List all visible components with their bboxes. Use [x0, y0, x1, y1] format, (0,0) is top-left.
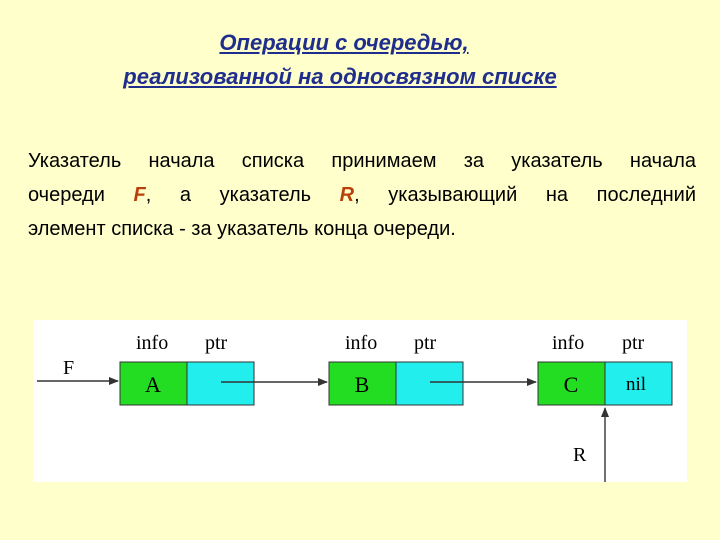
ptr-header: ptr [622, 332, 645, 354]
info-header: info [552, 332, 585, 354]
info-header: info [345, 332, 378, 354]
description-paragraph [28, 144, 696, 246]
ptr-cell [396, 362, 463, 405]
ptr-header: ptr [414, 332, 437, 354]
variable-r: R [339, 184, 355, 206]
linked-list-diagram [33, 320, 687, 482]
paragraph-line-1: Указатель начала списка принимаем за указатель начала [28, 150, 696, 172]
paragraph-line-3: элемент списка - за указатель конца очереди. [28, 218, 456, 240]
slide-title-line2: реализованной на односвязном списке [123, 64, 557, 89]
info-header: info [136, 332, 169, 354]
node-value: B [354, 372, 370, 397]
paragraph-text: очереди [28, 184, 134, 206]
paragraph-text: , указывающий на последний [354, 184, 697, 206]
list-node-b [329, 332, 463, 405]
pointer-f-label: F [63, 357, 75, 379]
pointer-r-label: R [573, 444, 587, 466]
list-node-c [538, 332, 672, 405]
node-value: C [563, 372, 579, 397]
nil-value: nil [626, 374, 647, 395]
linked-list-svg [33, 320, 687, 482]
ptr-header: ptr [205, 332, 228, 354]
node-value: A [145, 372, 161, 397]
ptr-cell [187, 362, 254, 405]
variable-f: F [133, 184, 146, 206]
list-node-a [120, 332, 254, 405]
paragraph-line-2 [28, 178, 696, 212]
paragraph-text: , а указатель [145, 184, 340, 206]
slide-title-line1: Операции с очередью, [219, 30, 469, 55]
